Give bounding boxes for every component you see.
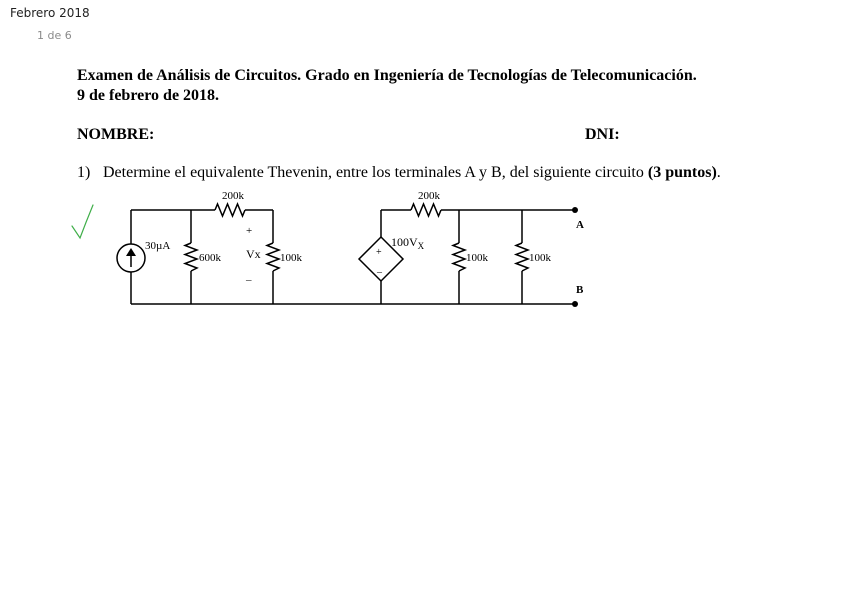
- label-dependent-source: [391, 235, 425, 251]
- terminal-b-node: [572, 301, 578, 307]
- resistor-100k-right: [516, 243, 528, 271]
- resistor-200k-left: [215, 204, 245, 216]
- resistor-100k-mid: [453, 243, 465, 271]
- checkmark-icon: [72, 205, 93, 238]
- label-current-source: 30µA: [145, 240, 171, 252]
- exam-title: Examen de Análisis de Circuitos. Grado en Ingeniería de Tecnologías de Telecomunicación.: [77, 67, 697, 84]
- dependent-source-subscript: X: [417, 241, 425, 251]
- current-source: [117, 244, 145, 272]
- circuit-wires: [131, 210, 575, 304]
- question-points: (3 puntos): [647, 164, 717, 181]
- label-100k-mid: 100k: [466, 252, 488, 264]
- label-600k: 600k: [199, 252, 221, 264]
- name-label: NOMBRE:: [77, 126, 155, 143]
- dependent-source-value: 100V: [391, 235, 418, 249]
- id-label: DNI:: [585, 126, 620, 143]
- label-vx-plus: +: [246, 225, 253, 237]
- viewer-title: Febrero 2018: [10, 6, 90, 20]
- question-end: .: [716, 164, 721, 181]
- label-100k-left: 100k: [280, 252, 302, 264]
- label-vx-minus: –: [246, 274, 252, 286]
- label-dep-plus: +: [376, 247, 382, 258]
- label-terminal-b: B: [576, 284, 584, 296]
- resistor-200k-right: [411, 204, 441, 216]
- terminal-a-node: [572, 207, 578, 213]
- question-number: 1): [77, 164, 91, 181]
- label-dep-minus: –: [377, 267, 382, 278]
- question-text: Determine el equivalente Thevenin, entre los terminales A y B, del siguiente circuito: [103, 164, 648, 181]
- label-terminal-a: A: [576, 219, 584, 231]
- label-200k-left: 200k: [222, 190, 244, 202]
- label-vx: Vx: [246, 247, 261, 261]
- resistor-600k: [185, 243, 197, 271]
- resistor-100k-left: [267, 243, 279, 271]
- label-100k-right: 100k: [529, 252, 551, 264]
- label-200k-right: 200k: [418, 190, 440, 202]
- page-counter: 1 de 6: [37, 29, 72, 42]
- exam-date: 9 de febrero de 2018.: [77, 87, 220, 104]
